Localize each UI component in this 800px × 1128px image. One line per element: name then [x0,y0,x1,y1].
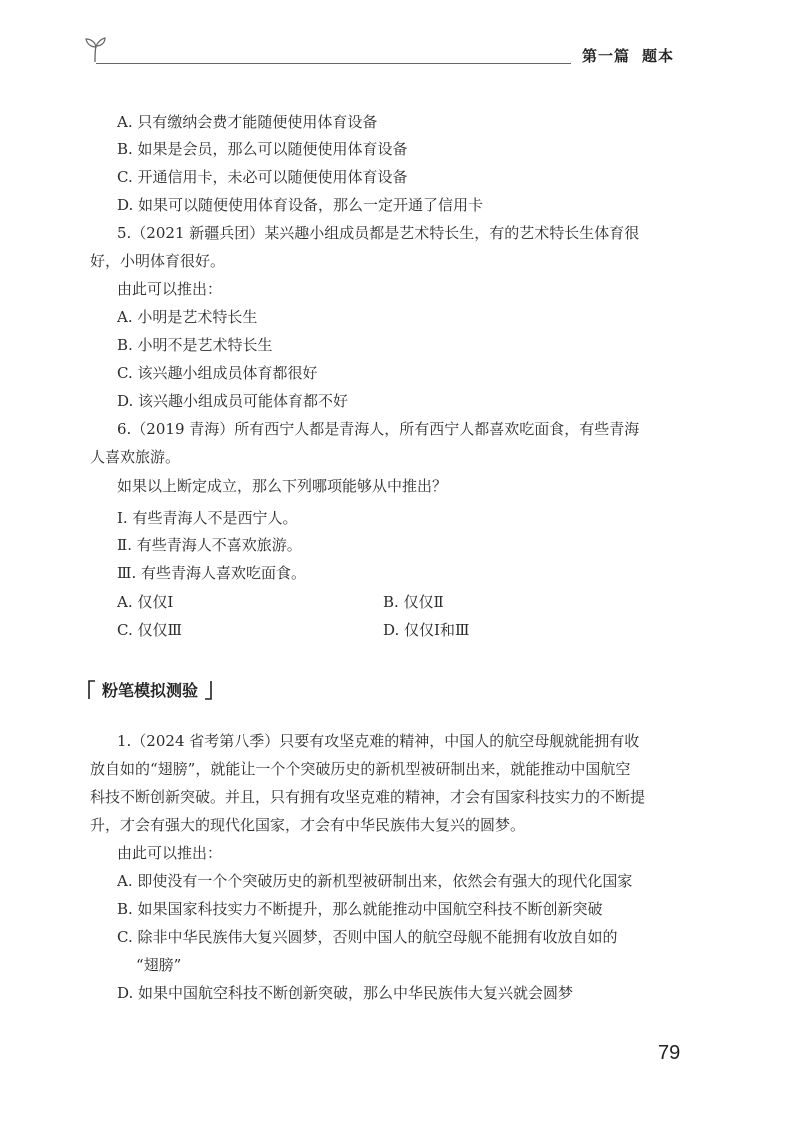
header-title [582,45,674,66]
q6-statement-3: Ⅲ. 有些青海人喜欢吃面食。 [117,564,307,582]
q4-option-b: B. 如果是会员，那么可以随便使用体育设备 [117,140,408,158]
q5-stem-line1: 5.（2021 新疆兵团）某兴趣小组成员都是艺术特长生，有的艺术特长生体育很 [117,224,640,242]
q5-option-d: D. 该兴趣小组成员可能体育都不好 [117,392,349,410]
mock1-prompt: 由此可以推出： [117,844,223,862]
section-heading [88,678,212,702]
header-part: 第一篇 [582,47,631,65]
header-rule [96,63,571,64]
mock1-option-c-line1: C. 除非中华民族伟大复兴圆梦，否则中国人的航空母舰不能拥有收放自如的 [117,928,618,946]
q6-option-a: A. 仅仅Ⅰ [117,593,174,611]
corner-bracket-right-icon [204,680,212,700]
q6-option-c: C. 仅仅Ⅲ [117,621,182,639]
mock1-stem-line2: 放自如的“翅膀”，就能让一个个突破历史的新机型被研制出来，就能推动中国航空 [90,760,631,778]
mock1-option-b: B. 如果国家科技实力不断提升，那么就能推动中国航空科技不断创新突破 [117,900,603,918]
mock1-stem-line3: 科技不断创新突破。并且，只有拥有攻坚克难的精神，才会有国家科技实力的不断提 [90,788,646,806]
q5-stem-line2: 好，小明体育很好。 [90,252,226,270]
q5-option-b: B. 小明不是艺术特长生 [117,336,273,354]
q5-option-c: C. 该兴趣小组成员体育都很好 [117,364,318,382]
corner-bracket-left-icon [88,680,96,700]
q6-option-d: D. 仅仅Ⅰ和Ⅲ [383,621,470,639]
q4-option-d: D. 如果可以随便使用体育设备，那么一定开通了信用卡 [117,196,484,214]
mock1-stem-line4: 升，才会有强大的现代化国家，才会有中华民族伟大复兴的圆梦。 [90,816,526,834]
mock1-option-a: A. 即使没有一个个突破历史的新机型被研制出来，依然会有强大的现代化国家 [117,872,633,890]
q5-option-a: A. 小明是艺术特长生 [117,308,258,326]
q4-option-c: C. 开通信用卡，未必可以随便使用体育设备 [117,168,408,186]
section-title: 粉笔模拟测验 [102,681,199,700]
sprout-icon [84,36,106,62]
page-number: 79 [658,1042,681,1064]
q6-statement-2: Ⅱ. 有些青海人不喜欢旅游。 [117,536,302,554]
q6-stem-line2: 人喜欢旅游。 [90,448,181,466]
mock1-option-d: D. 如果中国航空科技不断创新突破，那么中华民族伟大复兴就会圆梦 [117,984,574,1002]
header-section: 题本 [642,47,675,65]
q6-statement-1: Ⅰ. 有些青海人不是西宁人。 [117,509,298,527]
mock1-option-c-line2: “翅膀” [136,956,182,974]
page-header [0,0,800,80]
q6-stem-line1: 6.（2019 青海）所有西宁人都是青海人，所有西宁人都喜欢吃面食，有些青海 [117,420,640,438]
mock1-stem-line1: 1.（2024 省考第八季）只要有攻坚克难的精神，中国人的航空母舰就能拥有收 [117,732,640,750]
q5-prompt: 由此可以推出： [117,280,223,298]
q6-prompt: 如果以上断定成立，那么下列哪项能够从中推出？ [117,477,448,495]
q6-option-b: B. 仅仅Ⅱ [383,593,444,611]
q4-option-a: A. 只有缴纳会费才能随便使用体育设备 [117,113,378,131]
